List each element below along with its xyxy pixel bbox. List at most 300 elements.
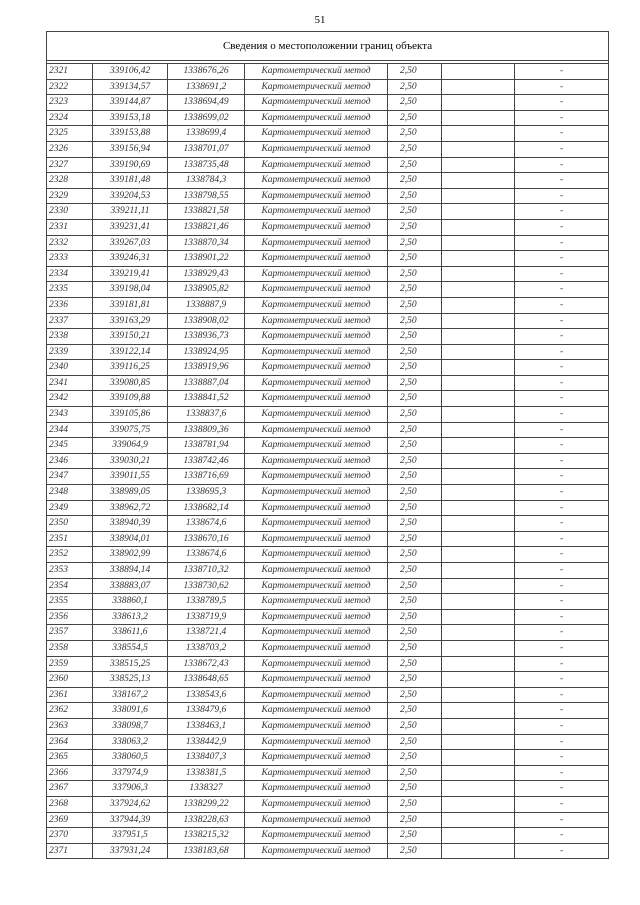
empty-cell <box>442 812 515 828</box>
y-coordinate-cell: 1338837,6 <box>168 407 245 423</box>
y-coordinate-cell: 1338381,5 <box>168 765 245 781</box>
page-number: 51 <box>314 14 326 26</box>
table-title-row <box>47 32 609 61</box>
point-number-cell: 2349 <box>47 500 93 516</box>
accuracy-cell: 2,50 <box>388 781 442 797</box>
empty-cell <box>442 235 515 251</box>
accuracy-cell: 2,50 <box>388 438 442 454</box>
y-coordinate-cell: 1338463,1 <box>168 718 245 734</box>
accuracy-cell: 2,50 <box>388 95 442 111</box>
x-coordinate-cell: 339246,31 <box>93 251 168 267</box>
empty-cell <box>442 828 515 844</box>
empty-cell <box>442 95 515 111</box>
y-coordinate-cell: 1338299,22 <box>168 796 245 812</box>
point-number-cell: 2334 <box>47 266 93 282</box>
y-coordinate-cell: 1338648,65 <box>168 672 245 688</box>
note-cell: - <box>515 796 609 812</box>
method-cell: Картометрический метод <box>245 734 388 750</box>
method-cell: Картометрический метод <box>245 672 388 688</box>
point-number-cell: 2321 <box>47 64 93 80</box>
point-number-cell: 2333 <box>47 251 93 267</box>
table-row <box>47 313 609 329</box>
table-row <box>47 360 609 376</box>
method-cell: Картометрический метод <box>245 266 388 282</box>
method-cell: Картометрический метод <box>245 578 388 594</box>
note-cell: - <box>515 469 609 485</box>
note-cell: - <box>515 407 609 423</box>
point-number-cell: 2364 <box>47 734 93 750</box>
y-coordinate-cell: 1338407,3 <box>168 750 245 766</box>
empty-cell <box>442 344 515 360</box>
x-coordinate-cell: 337931,24 <box>93 843 168 859</box>
x-coordinate-cell: 339109,88 <box>93 391 168 407</box>
x-coordinate-cell: 339267,03 <box>93 235 168 251</box>
y-coordinate-cell: 1338841,52 <box>168 391 245 407</box>
method-cell: Картометрический метод <box>245 516 388 532</box>
accuracy-cell: 2,50 <box>388 407 442 423</box>
method-cell: Картометрический метод <box>245 64 388 80</box>
point-number-cell: 2348 <box>47 485 93 501</box>
note-cell: - <box>515 173 609 189</box>
y-coordinate-cell: 1338703,2 <box>168 640 245 656</box>
y-coordinate-cell: 1338721,4 <box>168 625 245 641</box>
table-row <box>47 251 609 267</box>
x-coordinate-cell: 339153,88 <box>93 126 168 142</box>
table-row <box>47 407 609 423</box>
x-coordinate-cell: 339181,81 <box>93 297 168 313</box>
accuracy-cell: 2,50 <box>388 173 442 189</box>
accuracy-cell: 2,50 <box>388 235 442 251</box>
accuracy-cell: 2,50 <box>388 469 442 485</box>
accuracy-cell: 2,50 <box>388 391 442 407</box>
accuracy-cell: 2,50 <box>388 126 442 142</box>
y-coordinate-cell: 1338735,48 <box>168 157 245 173</box>
accuracy-cell: 2,50 <box>388 344 442 360</box>
x-coordinate-cell: 339181,48 <box>93 173 168 189</box>
method-cell: Картометрический метод <box>245 313 388 329</box>
point-number-cell: 2330 <box>47 204 93 220</box>
point-number-cell: 2355 <box>47 594 93 610</box>
empty-cell <box>442 157 515 173</box>
point-number-cell: 2344 <box>47 422 93 438</box>
point-number-cell: 2341 <box>47 375 93 391</box>
note-cell: - <box>515 266 609 282</box>
method-cell: Картометрический метод <box>245 453 388 469</box>
method-cell: Картометрический метод <box>245 391 388 407</box>
point-number-cell: 2350 <box>47 516 93 532</box>
note-cell: - <box>515 703 609 719</box>
note-cell: - <box>515 453 609 469</box>
method-cell: Картометрический метод <box>245 329 388 345</box>
point-number-cell: 2338 <box>47 329 93 345</box>
empty-cell <box>442 718 515 734</box>
y-coordinate-cell: 1338543,6 <box>168 687 245 703</box>
x-coordinate-cell: 339198,04 <box>93 282 168 298</box>
method-cell: Картометрический метод <box>245 609 388 625</box>
note-cell: - <box>515 843 609 859</box>
accuracy-cell: 2,50 <box>388 141 442 157</box>
x-coordinate-cell: 339106,42 <box>93 64 168 80</box>
x-coordinate-cell: 337906,3 <box>93 781 168 797</box>
point-number-cell: 2358 <box>47 640 93 656</box>
accuracy-cell: 2,50 <box>388 297 442 313</box>
table-row <box>47 469 609 485</box>
method-cell: Картометрический метод <box>245 687 388 703</box>
method-cell: Картометрический метод <box>245 375 388 391</box>
point-number-cell: 2369 <box>47 812 93 828</box>
method-cell: Картометрический метод <box>245 594 388 610</box>
empty-cell <box>442 609 515 625</box>
empty-cell <box>442 79 515 95</box>
method-cell: Картометрический метод <box>245 282 388 298</box>
table-row <box>47 843 609 859</box>
y-coordinate-cell: 1338228,63 <box>168 812 245 828</box>
y-coordinate-cell: 1338183,68 <box>168 843 245 859</box>
point-number-cell: 2351 <box>47 531 93 547</box>
method-cell: Картометрический метод <box>245 204 388 220</box>
table-row <box>47 126 609 142</box>
x-coordinate-cell: 338902,99 <box>93 547 168 563</box>
note-cell: - <box>515 500 609 516</box>
note-cell: - <box>515 765 609 781</box>
method-cell: Картометрический метод <box>245 828 388 844</box>
table-row <box>47 750 609 766</box>
accuracy-cell: 2,50 <box>388 563 442 579</box>
empty-cell <box>442 282 515 298</box>
accuracy-cell: 2,50 <box>388 734 442 750</box>
x-coordinate-cell: 338167,2 <box>93 687 168 703</box>
empty-cell <box>442 672 515 688</box>
accuracy-cell: 2,50 <box>388 796 442 812</box>
method-cell: Картометрический метод <box>245 79 388 95</box>
accuracy-cell: 2,50 <box>388 625 442 641</box>
y-coordinate-cell: 1338789,5 <box>168 594 245 610</box>
empty-cell <box>442 251 515 267</box>
table-row <box>47 157 609 173</box>
method-cell: Картометрический метод <box>245 703 388 719</box>
table-row <box>47 828 609 844</box>
method-cell: Картометрический метод <box>245 531 388 547</box>
y-coordinate-cell: 1338682,14 <box>168 500 245 516</box>
note-cell: - <box>515 204 609 220</box>
y-coordinate-cell: 1338936,73 <box>168 329 245 345</box>
method-cell: Картометрический метод <box>245 547 388 563</box>
point-number-cell: 2329 <box>47 188 93 204</box>
empty-cell <box>442 469 515 485</box>
table-row <box>47 141 609 157</box>
empty-cell <box>442 297 515 313</box>
x-coordinate-cell: 339144,87 <box>93 95 168 111</box>
method-cell: Картометрический метод <box>245 110 388 126</box>
point-number-cell: 2354 <box>47 578 93 594</box>
x-coordinate-cell: 338989,05 <box>93 485 168 501</box>
empty-cell <box>442 547 515 563</box>
point-number-cell: 2342 <box>47 391 93 407</box>
x-coordinate-cell: 338894,14 <box>93 563 168 579</box>
y-coordinate-cell: 1338215,32 <box>168 828 245 844</box>
y-coordinate-cell: 1338919,96 <box>168 360 245 376</box>
note-cell: - <box>515 485 609 501</box>
accuracy-cell: 2,50 <box>388 204 442 220</box>
x-coordinate-cell: 338060,5 <box>93 750 168 766</box>
accuracy-cell: 2,50 <box>388 375 442 391</box>
note-cell: - <box>515 812 609 828</box>
empty-cell <box>442 188 515 204</box>
method-cell: Картометрический метод <box>245 656 388 672</box>
method-cell: Картометрический метод <box>245 157 388 173</box>
note-cell: - <box>515 656 609 672</box>
note-cell: - <box>515 563 609 579</box>
point-number-cell: 2368 <box>47 796 93 812</box>
method-cell: Картометрический метод <box>245 219 388 235</box>
y-coordinate-cell: 1338905,82 <box>168 282 245 298</box>
x-coordinate-cell: 339122,14 <box>93 344 168 360</box>
empty-cell <box>442 219 515 235</box>
y-coordinate-cell: 1338327 <box>168 781 245 797</box>
empty-cell <box>442 578 515 594</box>
accuracy-cell: 2,50 <box>388 422 442 438</box>
method-cell: Картометрический метод <box>245 235 388 251</box>
table-row <box>47 297 609 313</box>
y-coordinate-cell: 1338674,6 <box>168 516 245 532</box>
accuracy-cell: 2,50 <box>388 157 442 173</box>
point-number-cell: 2323 <box>47 95 93 111</box>
y-coordinate-cell: 1338710,32 <box>168 563 245 579</box>
note-cell: - <box>515 531 609 547</box>
empty-cell <box>442 703 515 719</box>
table-row <box>47 812 609 828</box>
y-coordinate-cell: 1338716,69 <box>168 469 245 485</box>
point-number-cell: 2359 <box>47 656 93 672</box>
method-cell: Картометрический метод <box>245 141 388 157</box>
method-cell: Картометрический метод <box>245 500 388 516</box>
accuracy-cell: 2,50 <box>388 360 442 376</box>
table-row <box>47 640 609 656</box>
empty-cell <box>442 391 515 407</box>
x-coordinate-cell: 337924,62 <box>93 796 168 812</box>
x-coordinate-cell: 338525,13 <box>93 672 168 688</box>
point-number-cell: 2324 <box>47 110 93 126</box>
accuracy-cell: 2,50 <box>388 64 442 80</box>
table-row <box>47 547 609 563</box>
method-cell: Картометрический метод <box>245 625 388 641</box>
method-cell: Картометрический метод <box>245 422 388 438</box>
point-number-cell: 2353 <box>47 563 93 579</box>
method-cell: Картометрический метод <box>245 750 388 766</box>
method-cell: Картометрический метод <box>245 95 388 111</box>
x-coordinate-cell: 339134,57 <box>93 79 168 95</box>
point-number-cell: 2337 <box>47 313 93 329</box>
y-coordinate-cell: 1338908,02 <box>168 313 245 329</box>
note-cell: - <box>515 79 609 95</box>
x-coordinate-cell: 339153,18 <box>93 110 168 126</box>
table-row <box>47 204 609 220</box>
point-number-cell: 2322 <box>47 79 93 95</box>
accuracy-cell: 2,50 <box>388 765 442 781</box>
x-coordinate-cell: 338098,7 <box>93 718 168 734</box>
method-cell: Картометрический метод <box>245 297 388 313</box>
x-coordinate-cell: 339204,53 <box>93 188 168 204</box>
point-number-cell: 2347 <box>47 469 93 485</box>
y-coordinate-cell: 1338699,4 <box>168 126 245 142</box>
x-coordinate-cell: 339105,86 <box>93 407 168 423</box>
empty-cell <box>442 640 515 656</box>
accuracy-cell: 2,50 <box>388 672 442 688</box>
note-cell: - <box>515 609 609 625</box>
x-coordinate-cell: 339211,11 <box>93 204 168 220</box>
table-row <box>47 375 609 391</box>
table-row <box>47 594 609 610</box>
note-cell: - <box>515 781 609 797</box>
y-coordinate-cell: 1338676,26 <box>168 64 245 80</box>
method-cell: Картометрический метод <box>245 469 388 485</box>
x-coordinate-cell: 339064,9 <box>93 438 168 454</box>
note-cell: - <box>515 110 609 126</box>
y-coordinate-cell: 1338691,2 <box>168 79 245 95</box>
accuracy-cell: 2,50 <box>388 516 442 532</box>
point-number-cell: 2352 <box>47 547 93 563</box>
x-coordinate-cell: 338860,1 <box>93 594 168 610</box>
note-cell: - <box>515 297 609 313</box>
note-cell: - <box>515 251 609 267</box>
empty-cell <box>442 625 515 641</box>
empty-cell <box>442 173 515 189</box>
empty-cell <box>442 422 515 438</box>
method-cell: Картометрический метод <box>245 251 388 267</box>
method-cell: Картометрический метод <box>245 718 388 734</box>
note-cell: - <box>515 141 609 157</box>
empty-cell <box>442 750 515 766</box>
y-coordinate-cell: 1338798,55 <box>168 188 245 204</box>
y-coordinate-cell: 1338672,43 <box>168 656 245 672</box>
y-coordinate-cell: 1338442,9 <box>168 734 245 750</box>
y-coordinate-cell: 1338730,62 <box>168 578 245 594</box>
point-number-cell: 2340 <box>47 360 93 376</box>
table-row <box>47 796 609 812</box>
table-row <box>47 173 609 189</box>
accuracy-cell: 2,50 <box>388 656 442 672</box>
y-coordinate-cell: 1338784,3 <box>168 173 245 189</box>
y-coordinate-cell: 1338694,49 <box>168 95 245 111</box>
table-row <box>47 578 609 594</box>
empty-cell <box>442 485 515 501</box>
y-coordinate-cell: 1338929,43 <box>168 266 245 282</box>
table-row <box>47 781 609 797</box>
x-coordinate-cell: 339219,41 <box>93 266 168 282</box>
table-row <box>47 95 609 111</box>
table-row <box>47 219 609 235</box>
empty-cell <box>442 687 515 703</box>
point-number-cell: 2332 <box>47 235 93 251</box>
note-cell: - <box>515 329 609 345</box>
x-coordinate-cell: 339163,29 <box>93 313 168 329</box>
method-cell: Картометрический метод <box>245 640 388 656</box>
x-coordinate-cell: 338091,6 <box>93 703 168 719</box>
y-coordinate-cell: 1338699,02 <box>168 110 245 126</box>
y-coordinate-cell: 1338870,34 <box>168 235 245 251</box>
table-row <box>47 625 609 641</box>
accuracy-cell: 2,50 <box>388 485 442 501</box>
empty-cell <box>442 765 515 781</box>
table-row <box>47 500 609 516</box>
note-cell: - <box>515 578 609 594</box>
empty-cell <box>442 313 515 329</box>
note-cell: - <box>515 126 609 142</box>
method-cell: Картометрический метод <box>245 360 388 376</box>
x-coordinate-cell: 338883,07 <box>93 578 168 594</box>
accuracy-cell: 2,50 <box>388 828 442 844</box>
empty-cell <box>442 360 515 376</box>
method-cell: Картометрический метод <box>245 485 388 501</box>
table-row <box>47 266 609 282</box>
accuracy-cell: 2,50 <box>388 531 442 547</box>
note-cell: - <box>515 64 609 80</box>
accuracy-cell: 2,50 <box>388 640 442 656</box>
note-cell: - <box>515 219 609 235</box>
accuracy-cell: 2,50 <box>388 687 442 703</box>
table-row <box>47 344 609 360</box>
accuracy-cell: 2,50 <box>388 812 442 828</box>
point-number-cell: 2370 <box>47 828 93 844</box>
note-cell: - <box>515 734 609 750</box>
accuracy-cell: 2,50 <box>388 594 442 610</box>
empty-cell <box>442 407 515 423</box>
note-cell: - <box>515 594 609 610</box>
x-coordinate-cell: 339231,41 <box>93 219 168 235</box>
point-number-cell: 2345 <box>47 438 93 454</box>
note-cell: - <box>515 375 609 391</box>
empty-cell <box>442 141 515 157</box>
table-row <box>47 718 609 734</box>
accuracy-cell: 2,50 <box>388 453 442 469</box>
x-coordinate-cell: 339150,21 <box>93 329 168 345</box>
point-number-cell: 2363 <box>47 718 93 734</box>
empty-cell <box>442 843 515 859</box>
table-row <box>47 188 609 204</box>
method-cell: Картометрический метод <box>245 438 388 454</box>
table-row <box>47 329 609 345</box>
empty-cell <box>442 329 515 345</box>
empty-cell <box>442 453 515 469</box>
y-coordinate-cell: 1338821,58 <box>168 204 245 220</box>
empty-cell <box>442 266 515 282</box>
note-cell: - <box>515 828 609 844</box>
y-coordinate-cell: 1338742,46 <box>168 453 245 469</box>
note-cell: - <box>515 516 609 532</box>
note-cell: - <box>515 344 609 360</box>
x-coordinate-cell: 339190,69 <box>93 157 168 173</box>
point-number-cell: 2343 <box>47 407 93 423</box>
note-cell: - <box>515 547 609 563</box>
accuracy-cell: 2,50 <box>388 500 442 516</box>
empty-cell <box>442 563 515 579</box>
y-coordinate-cell: 1338701,07 <box>168 141 245 157</box>
y-coordinate-cell: 1338674,6 <box>168 547 245 563</box>
method-cell: Картометрический метод <box>245 796 388 812</box>
y-coordinate-cell: 1338901,22 <box>168 251 245 267</box>
point-number-cell: 2339 <box>47 344 93 360</box>
table-row <box>47 110 609 126</box>
note-cell: - <box>515 313 609 329</box>
table-row <box>47 734 609 750</box>
note-cell: - <box>515 391 609 407</box>
empty-cell <box>442 656 515 672</box>
y-coordinate-cell: 1338781,94 <box>168 438 245 454</box>
accuracy-cell: 2,50 <box>388 703 442 719</box>
accuracy-cell: 2,50 <box>388 282 442 298</box>
point-number-cell: 2360 <box>47 672 93 688</box>
x-coordinate-cell: 338515,25 <box>93 656 168 672</box>
